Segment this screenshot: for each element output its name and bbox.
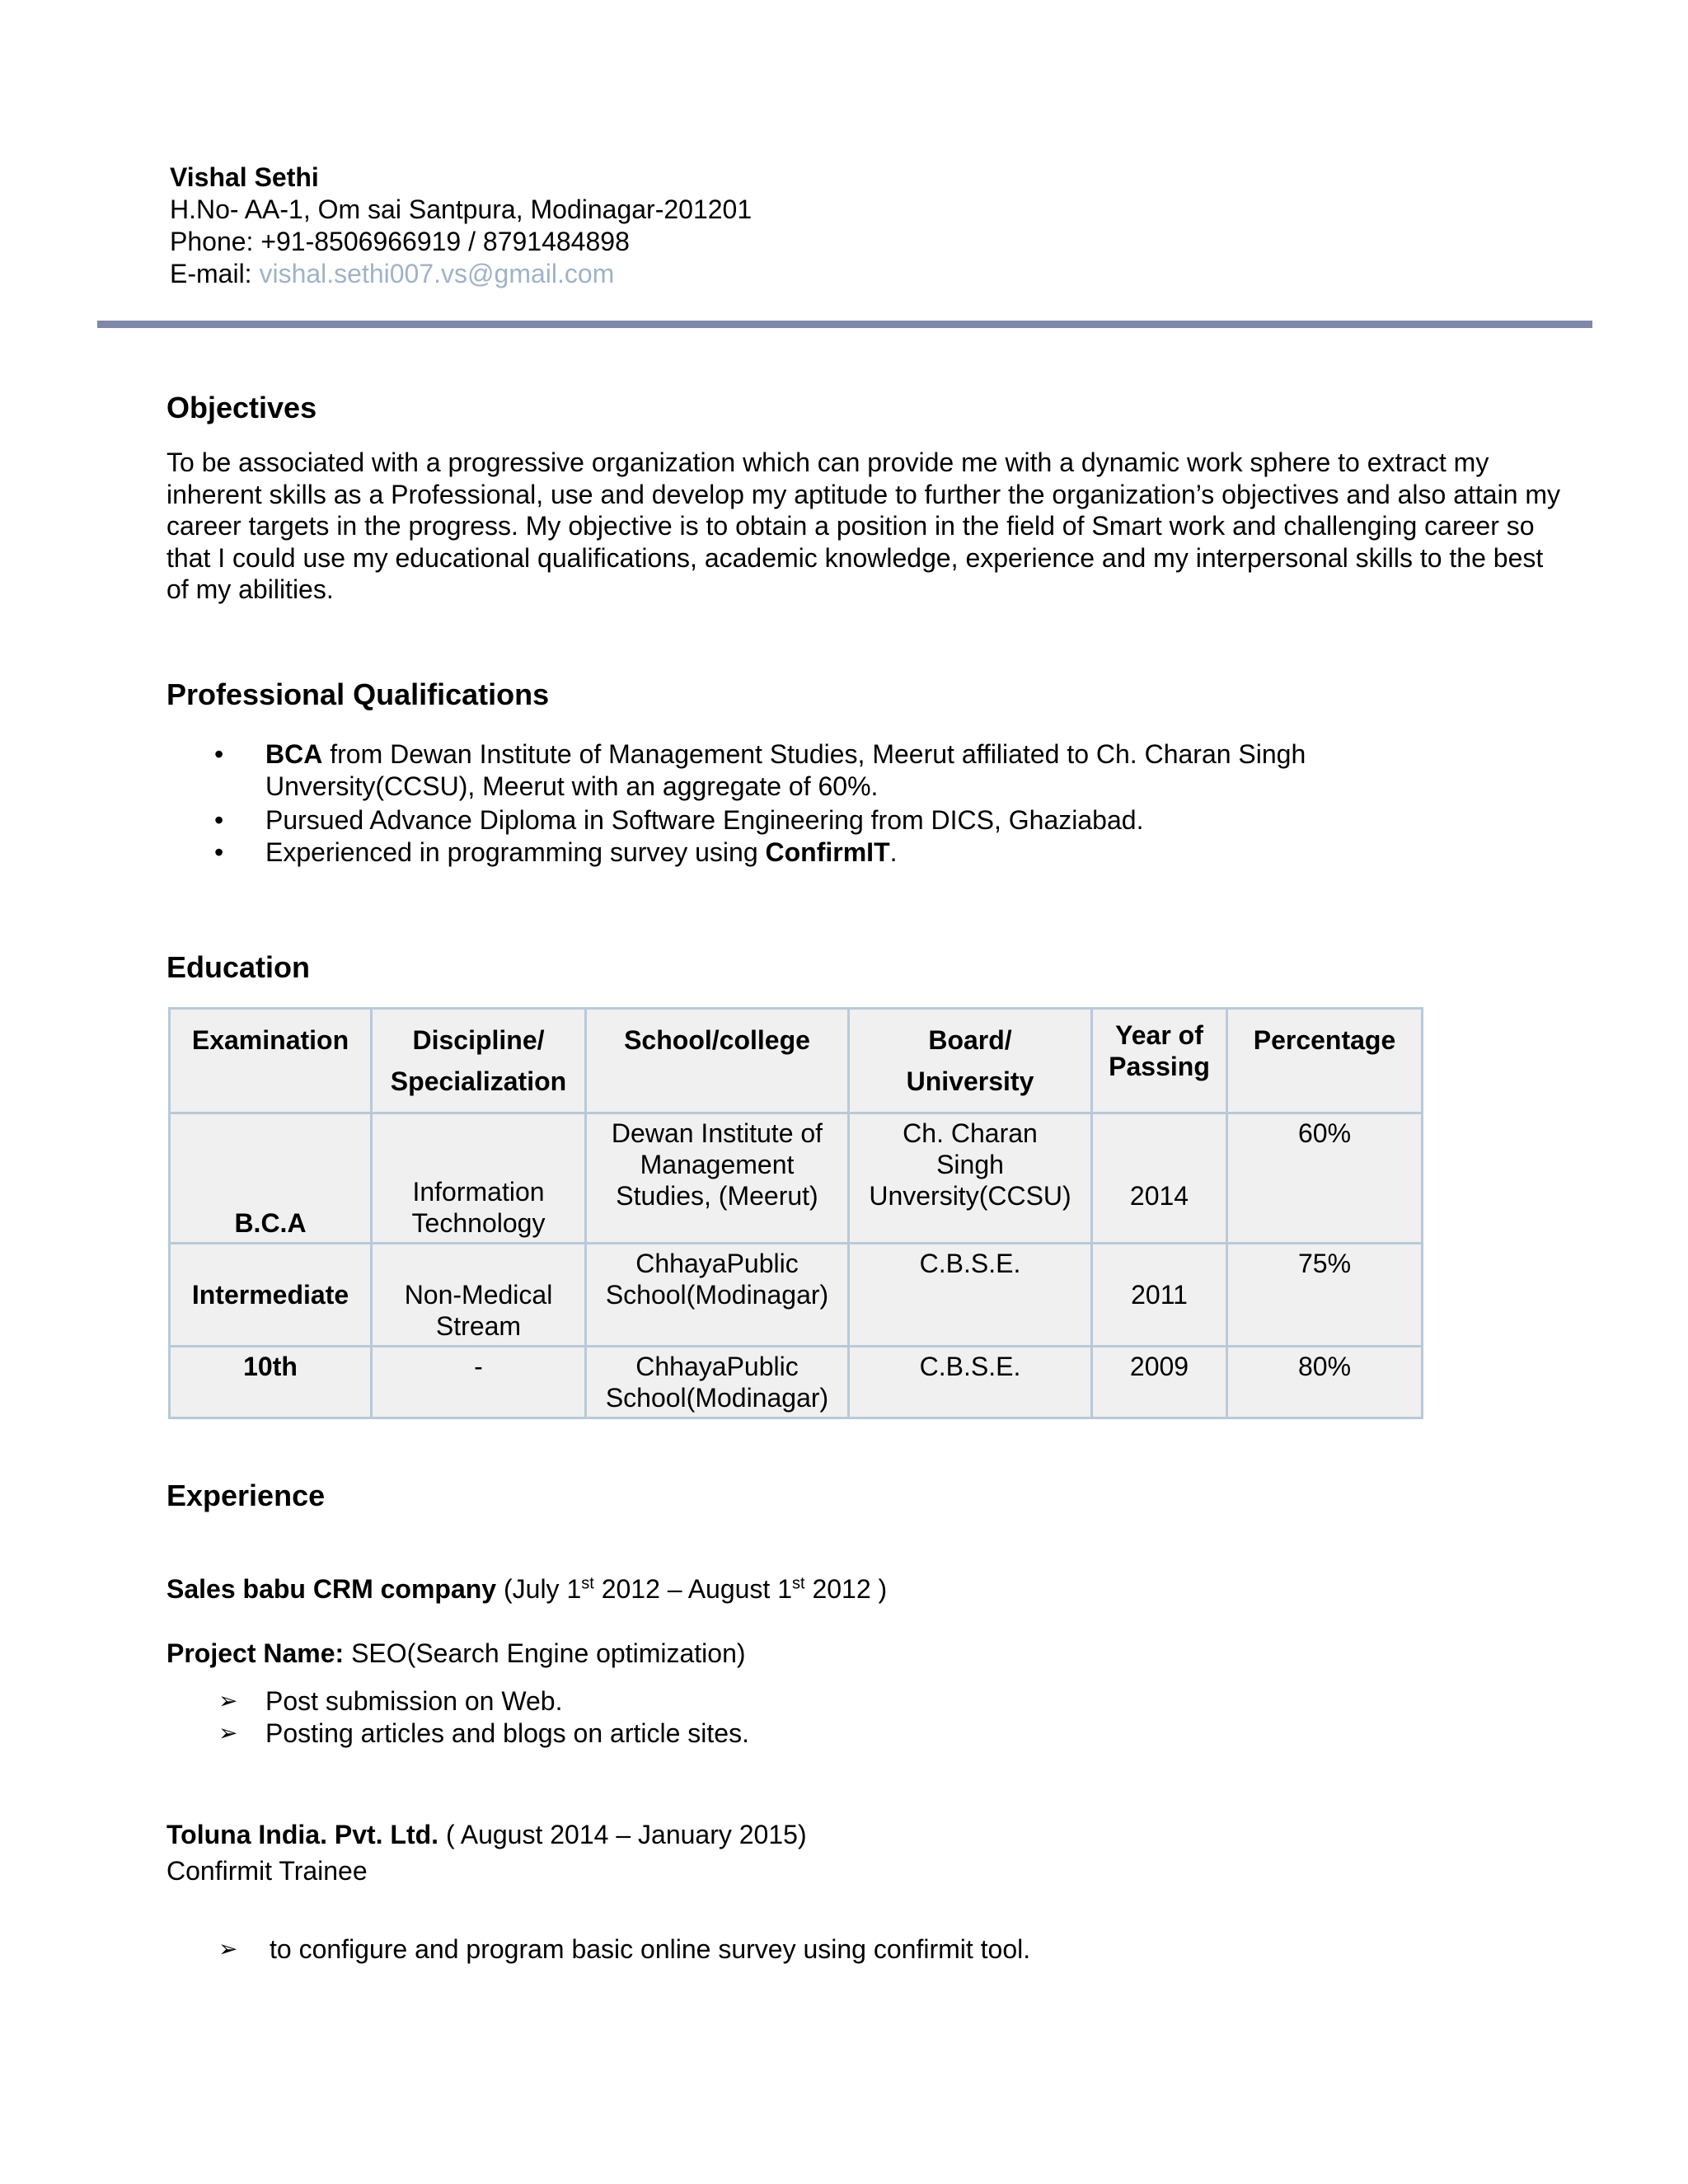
qualifications-heading: Professional Qualifications	[166, 677, 550, 711]
task-text: Posting articles and blogs on article sites.	[265, 1718, 749, 1748]
header-label: Board/	[928, 1025, 1012, 1055]
list-item	[166, 1685, 1320, 1718]
punctuation: .	[889, 837, 898, 867]
col-discipline	[372, 1009, 586, 1113]
email-link[interactable]: vishal.sethi007.vs@gmail.com	[259, 259, 615, 288]
cell-year	[1092, 1244, 1227, 1347]
job1-period: (July 1	[496, 1574, 582, 1604]
cell-line: School(Modinagar)	[605, 1280, 829, 1310]
cell-line: School(Modinagar)	[605, 1383, 829, 1413]
cell-school	[586, 1244, 849, 1347]
cell-line: Studies, (Meerut)	[616, 1181, 818, 1211]
cell-line: Ch. Charan	[903, 1118, 1038, 1148]
cell-discipline: -	[372, 1347, 586, 1418]
list-item	[166, 837, 1403, 869]
email-label: E-mail:	[170, 259, 260, 288]
col-school	[586, 1009, 849, 1113]
cell-line: Management	[640, 1150, 795, 1179]
cell-percentage: 60%	[1227, 1113, 1423, 1244]
project-value: SEO(Search Engine optimization)	[344, 1638, 746, 1668]
cell-line: 2011	[1131, 1280, 1188, 1310]
header-label: Year of	[1115, 1020, 1203, 1050]
header-label: Specialization	[390, 1066, 567, 1096]
tool-name: ConfirmIT	[765, 837, 890, 867]
job2-period: ( August 2014 – January 2015)	[438, 1820, 807, 1849]
cell-year: 2009	[1092, 1347, 1227, 1418]
cell-discipline	[372, 1113, 586, 1244]
job1-period: 2012 )	[804, 1574, 888, 1604]
objectives-text: To be associated with a progressive organization which can provide me with a dynamic work sphere to extract my inherent skills as a Professional, use and develop my aptitude to further the organization’s objectives and also attain my career targets in the progress. My objective is to obtain a position in the field of Smart work and challenging career so that I could use my educational qualifications, academic knowledge, experience and my interpersonal skills to the best of my abilities.	[166, 448, 1561, 604]
diploma-detail: Pursued Advance Diploma in Software Engineering from DICS, Ghaziabad.	[265, 805, 1144, 835]
education-table	[168, 1007, 1423, 1419]
ordinal-suffix: st	[581, 1574, 594, 1593]
header-label: University	[906, 1066, 1034, 1096]
task-text: to configure and program basic online survey using confirmit tool.	[270, 1934, 1031, 1964]
header-label: Percentage	[1253, 1025, 1396, 1055]
cell-line: Dewan Institute of	[611, 1118, 823, 1148]
job2-title-line	[166, 1818, 807, 1851]
address: H.No- AA-1, Om sai Santpura, Modinagar-201201	[170, 194, 753, 224]
project-label: Project Name:	[166, 1638, 345, 1668]
cell-line: Singh	[936, 1150, 1004, 1179]
cell-line: Non-Medical	[404, 1280, 553, 1310]
qualifications-list	[166, 738, 1403, 868]
degree-name: BCA	[265, 739, 323, 769]
cell-line: ChhayaPublic	[635, 1249, 799, 1278]
job2-task-list	[166, 1933, 1320, 1966]
cell-school	[586, 1113, 849, 1244]
bullet-icon: •	[214, 805, 224, 835]
table-row	[170, 1244, 1423, 1347]
header-label: Discipline/	[412, 1025, 545, 1055]
header-label: Examination	[191, 1025, 349, 1055]
cell-board: C.B.S.E.	[849, 1347, 1092, 1418]
arrow-bullet-icon: ➢	[218, 1719, 238, 1746]
table-header-row	[170, 1009, 1423, 1113]
col-board	[849, 1009, 1092, 1113]
list-item	[166, 1718, 1320, 1750]
cell-line: Intermediate	[191, 1280, 349, 1310]
cell-board: C.B.S.E.	[849, 1244, 1092, 1347]
header-label: School/college	[624, 1025, 810, 1055]
contact-header	[170, 162, 752, 290]
header-divider	[97, 321, 1592, 328]
list-item	[166, 738, 1403, 802]
cell-school	[586, 1347, 849, 1418]
cell-line: ChhayaPublic	[635, 1352, 799, 1381]
job1-task-list	[166, 1685, 1320, 1749]
cell-discipline	[372, 1244, 586, 1347]
bullet-icon: •	[214, 739, 224, 769]
ordinal-suffix: st	[792, 1574, 805, 1593]
task-text: Post submission on Web.	[265, 1686, 563, 1716]
experience-note: Experienced in programming survey using	[265, 837, 766, 867]
objectives-heading: Objectives	[166, 391, 317, 424]
job1-company: Sales babu CRM company	[166, 1574, 497, 1604]
job2-company: Toluna India. Pvt. Ltd.	[166, 1820, 439, 1849]
cell-exam: B.C.A	[170, 1113, 372, 1244]
table-row	[170, 1347, 1423, 1418]
education-heading: Education	[166, 950, 311, 984]
col-percentage	[1227, 1009, 1423, 1113]
candidate-name: Vishal Sethi	[170, 162, 319, 192]
header-label: Passing	[1109, 1052, 1210, 1081]
cell-line: 2014	[1129, 1181, 1189, 1211]
cell-year	[1092, 1113, 1227, 1244]
experience-heading: Experience	[166, 1479, 326, 1512]
cell-line: Information	[412, 1177, 545, 1207]
email-line	[170, 258, 752, 290]
job1-title-line	[166, 1572, 887, 1605]
cell-exam	[170, 1244, 372, 1347]
col-examination	[170, 1009, 372, 1113]
cell-line: Unversity(CCSU)	[869, 1181, 1071, 1211]
cell-exam: 10th	[170, 1347, 372, 1418]
degree-detail: from Dewan Institute of Management Studies, Meerut affiliated to Ch. Charan Singh Unversity(CCSU), Meerut with an aggregate of 60%.	[265, 739, 1306, 801]
job1-period: 2012 – August 1	[593, 1574, 792, 1604]
cell-percentage: 75%	[1227, 1244, 1423, 1347]
cell-board	[849, 1113, 1092, 1244]
bullet-icon: •	[214, 837, 224, 867]
job2-role: Confirmit Trainee	[166, 1856, 368, 1886]
cell-percentage: 80%	[1227, 1347, 1423, 1418]
job1-project-line	[166, 1637, 746, 1670]
table-row	[170, 1113, 1423, 1244]
cell-line: Technology	[411, 1208, 546, 1238]
col-year	[1092, 1009, 1227, 1113]
phone: Phone: +91-8506966919 / 8791484898	[170, 227, 630, 256]
arrow-bullet-icon: ➢	[218, 1688, 238, 1713]
arrow-bullet-icon: ➢	[218, 1936, 238, 1961]
cell-line: Stream	[435, 1311, 522, 1341]
list-item	[166, 1933, 1320, 1966]
list-item	[166, 804, 1403, 837]
